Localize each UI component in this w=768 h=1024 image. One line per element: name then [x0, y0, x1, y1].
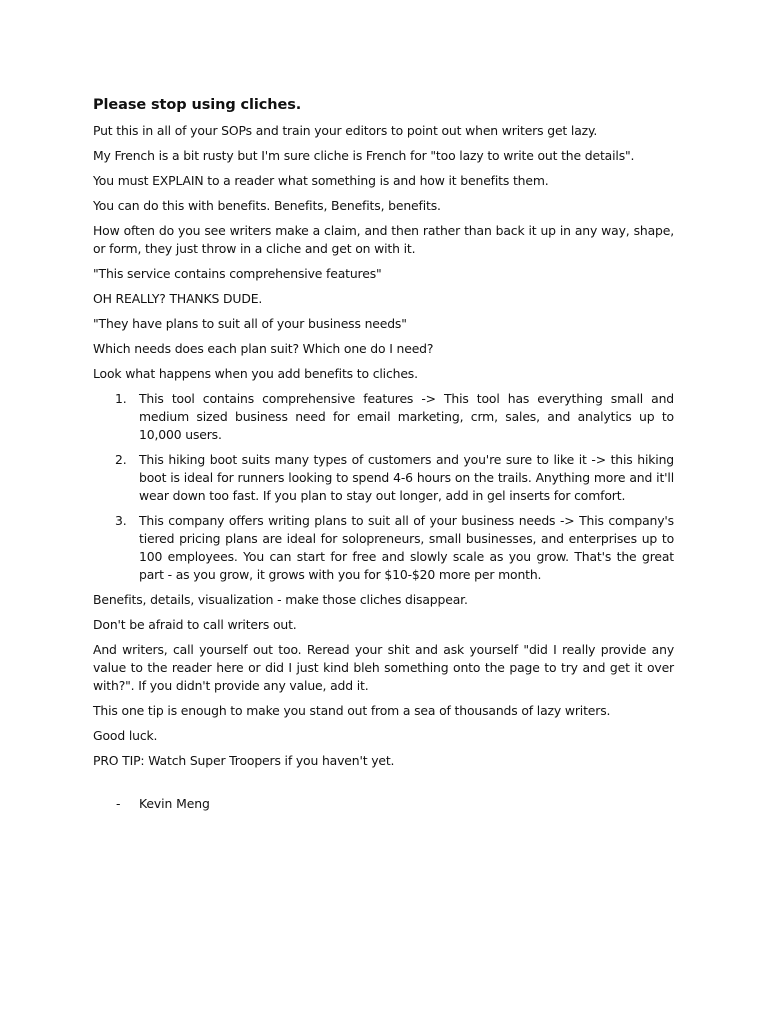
- paragraph: Put this in all of your SOPs and train your editors to point out when writers get lazy.: [93, 123, 598, 138]
- paragraph: Which needs does each plan suit? Which one do I need?: [93, 341, 434, 356]
- paragraph: And writers, call yourself out too. Reread your shit and ask yourself "did I really provide any value to the reader here or did I just kind bleh something onto the page to try and get it over with?". If you didn't provide any value, add it.: [93, 642, 674, 693]
- paragraph: Benefits, details, visualization - make those cliches disappear.: [93, 592, 468, 607]
- list-item: [93, 390, 674, 444]
- list-item-text: This hiking boot suits many types of customers and you're sure to like it -> this hiking boot is ideal for runners looking to spend 4-6 hours on the trails. Anything more and it'll wear down too fast. If you plan to stay out longer, add in gel inserts for comfort.: [139, 452, 674, 503]
- signature-name: Kevin Meng: [139, 796, 210, 811]
- paragraph: PRO TIP: Watch Super Troopers if you haven't yet.: [93, 753, 395, 768]
- paragraph: You can do this with benefits. Benefits, Benefits, benefits.: [93, 198, 441, 213]
- paragraph: Good luck.: [93, 728, 158, 743]
- paragraph: You must EXPLAIN to a reader what something is and how it benefits them.: [93, 173, 549, 188]
- signature: [93, 795, 674, 813]
- list-item-text: This company offers writing plans to suit all of your business needs -> This company's tiered pricing plans are ideal for solopreneurs, small businesses, and enterprises up to 100 employees. You can start for free and slowly scale as you grow. That's the great part - as you grow, it grows with you for $10-$20 more per month.: [139, 513, 674, 582]
- signature-dash: -: [116, 796, 121, 811]
- document-page: [93, 95, 674, 813]
- paragraph: How often do you see writers make a claim, and then rather than back it up in any way, shape, or form, they just throw in a cliche and get on with it.: [93, 223, 674, 256]
- paragraph: Look what happens when you add benefits to cliches.: [93, 366, 418, 381]
- numbered-list: [93, 390, 674, 584]
- document-title: Please stop using cliches.: [93, 97, 302, 113]
- paragraph: OH REALLY? THANKS DUDE.: [93, 291, 263, 306]
- list-item: [93, 512, 674, 584]
- list-number: 1.: [115, 391, 127, 406]
- list-number: 2.: [115, 452, 127, 467]
- paragraph: My French is a bit rusty but I'm sure cliche is French for "too lazy to write out the details".: [93, 148, 635, 163]
- list-item: [93, 451, 674, 505]
- paragraph: This one tip is enough to make you stand out from a sea of thousands of lazy writers.: [93, 703, 611, 718]
- paragraph: "This service contains comprehensive features": [93, 266, 382, 281]
- paragraph: Don't be afraid to call writers out.: [93, 617, 297, 632]
- list-item-text: This tool contains comprehensive features -> This tool has everything small and medium sized business need for email marketing, crm, sales, and analytics up to 10,000 users.: [139, 391, 674, 442]
- paragraph: "They have plans to suit all of your business needs": [93, 316, 407, 331]
- list-number: 3.: [115, 513, 127, 528]
